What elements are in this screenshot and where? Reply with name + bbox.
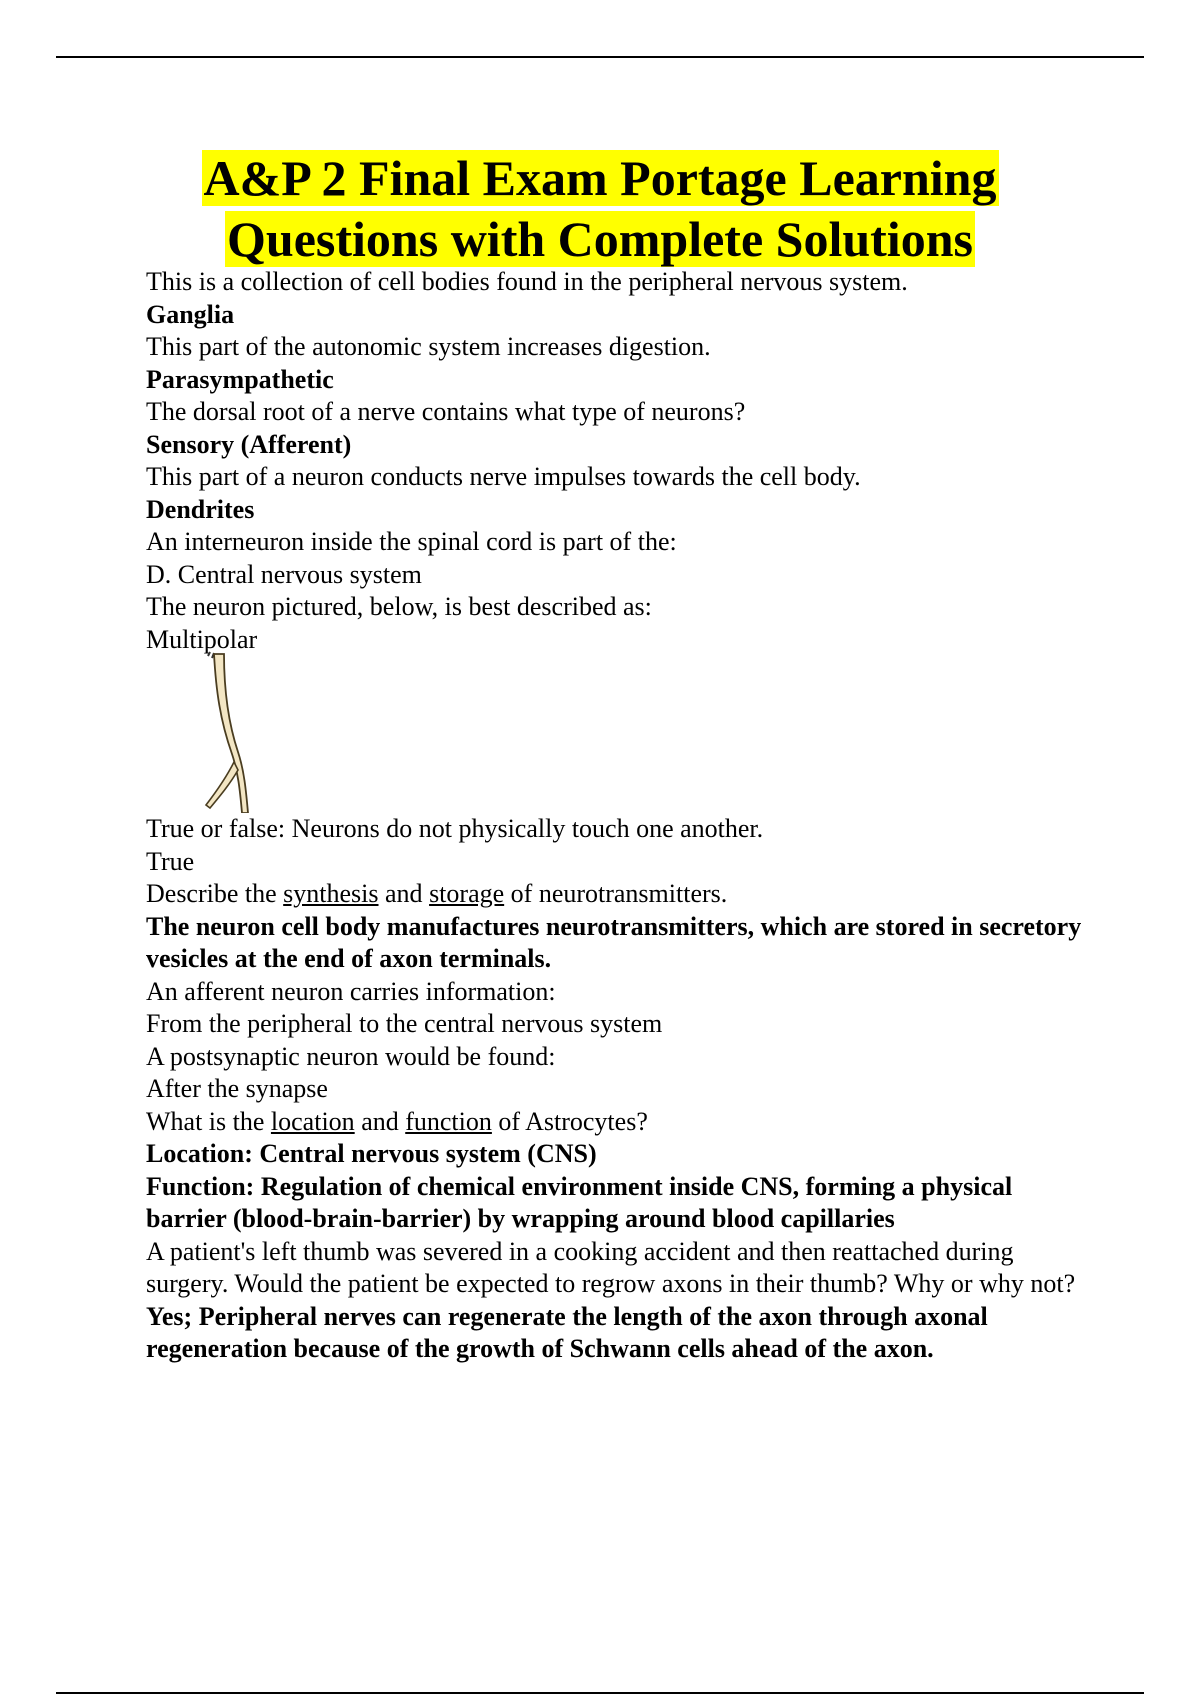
neuron-image — [146, 656, 1096, 813]
question-9: An afferent neuron carries information: — [146, 976, 556, 1006]
question-12: A patient's left thumb was severed in a cooking accident and then reattached during surgery. Would the patient be expected to regrow axons in their thumb? Why or why not? — [146, 1236, 1076, 1298]
question-7: True or false: Neurons do not physically touch one another. — [146, 814, 764, 843]
question-4: This part of a neuron conducts nerve impulses towards the cell body. — [146, 462, 861, 491]
question-1: This is a collection of cell bodies found in the peripheral nervous system. — [146, 267, 908, 296]
question-8-mid: and — [385, 879, 423, 908]
question-10: A postsynaptic neuron would be found: — [146, 1041, 556, 1071]
question-6: The neuron pictured, below, is best described as: — [146, 592, 652, 621]
answer-12: Yes; Peripheral nerves can regenerate the length of the axon through axonal regeneration because of the growth of Schwann cells ahead of the axon. — [146, 1301, 988, 1363]
answer-1: Ganglia — [146, 299, 235, 329]
question-3: The dorsal root of a nerve contains what type of neurons? — [146, 397, 746, 426]
question-8-storage: storage — [429, 879, 505, 908]
answer-2: Parasympathetic — [146, 364, 334, 394]
answer-5: D. Central nervous system — [146, 559, 422, 589]
document-title — [0, 148, 1200, 270]
answer-11-function: Function: Regulation of chemical environment inside CNS, forming a physical barrier (blood-brain-barrier) by wrapping around blood capillaries — [146, 1171, 1013, 1233]
qa-content — [146, 266, 1096, 1366]
question-2: This part of the autonomic system increases digestion. — [146, 332, 711, 361]
answer-11-location: Location: Central nervous system (CNS) — [146, 1139, 597, 1168]
answer-3: Sensory (Afferent) — [146, 429, 352, 459]
question-5: An interneuron inside the spinal cord is part of the: — [146, 527, 677, 556]
question-8-pre: Describe the — [146, 879, 277, 908]
answer-6: Multipolar — [146, 624, 258, 654]
top-rule — [56, 56, 1144, 58]
question-8 — [146, 878, 1096, 911]
title-line-2: Questions with Complete Solutions — [227, 211, 973, 267]
question-8-synthesis: synthesis — [283, 879, 379, 908]
question-8-post: of neurotransmitters. — [510, 879, 728, 908]
question-11-function: function — [405, 1106, 492, 1136]
bottom-rule — [56, 1692, 1144, 1694]
question-11-post: of Astrocytes? — [498, 1106, 648, 1136]
question-11-location: location — [270, 1106, 355, 1136]
answer-7: True — [146, 846, 195, 876]
neuron-axon-illustration — [186, 650, 266, 813]
question-11 — [146, 1106, 1096, 1139]
title-line-1: A&P 2 Final Exam Portage Learning — [203, 150, 997, 206]
answer-4: Dendrites — [146, 494, 255, 524]
question-11-pre: What is the — [146, 1106, 265, 1136]
answer-9: From the peripheral to the central nervous system — [146, 1009, 663, 1038]
answer-10: After the synapse — [146, 1074, 328, 1103]
question-11-mid: and — [361, 1106, 399, 1136]
answer-8: The neuron cell body manufactures neurotransmitters, which are stored in secretory vesicles at the end of axon terminals. — [146, 911, 1082, 973]
